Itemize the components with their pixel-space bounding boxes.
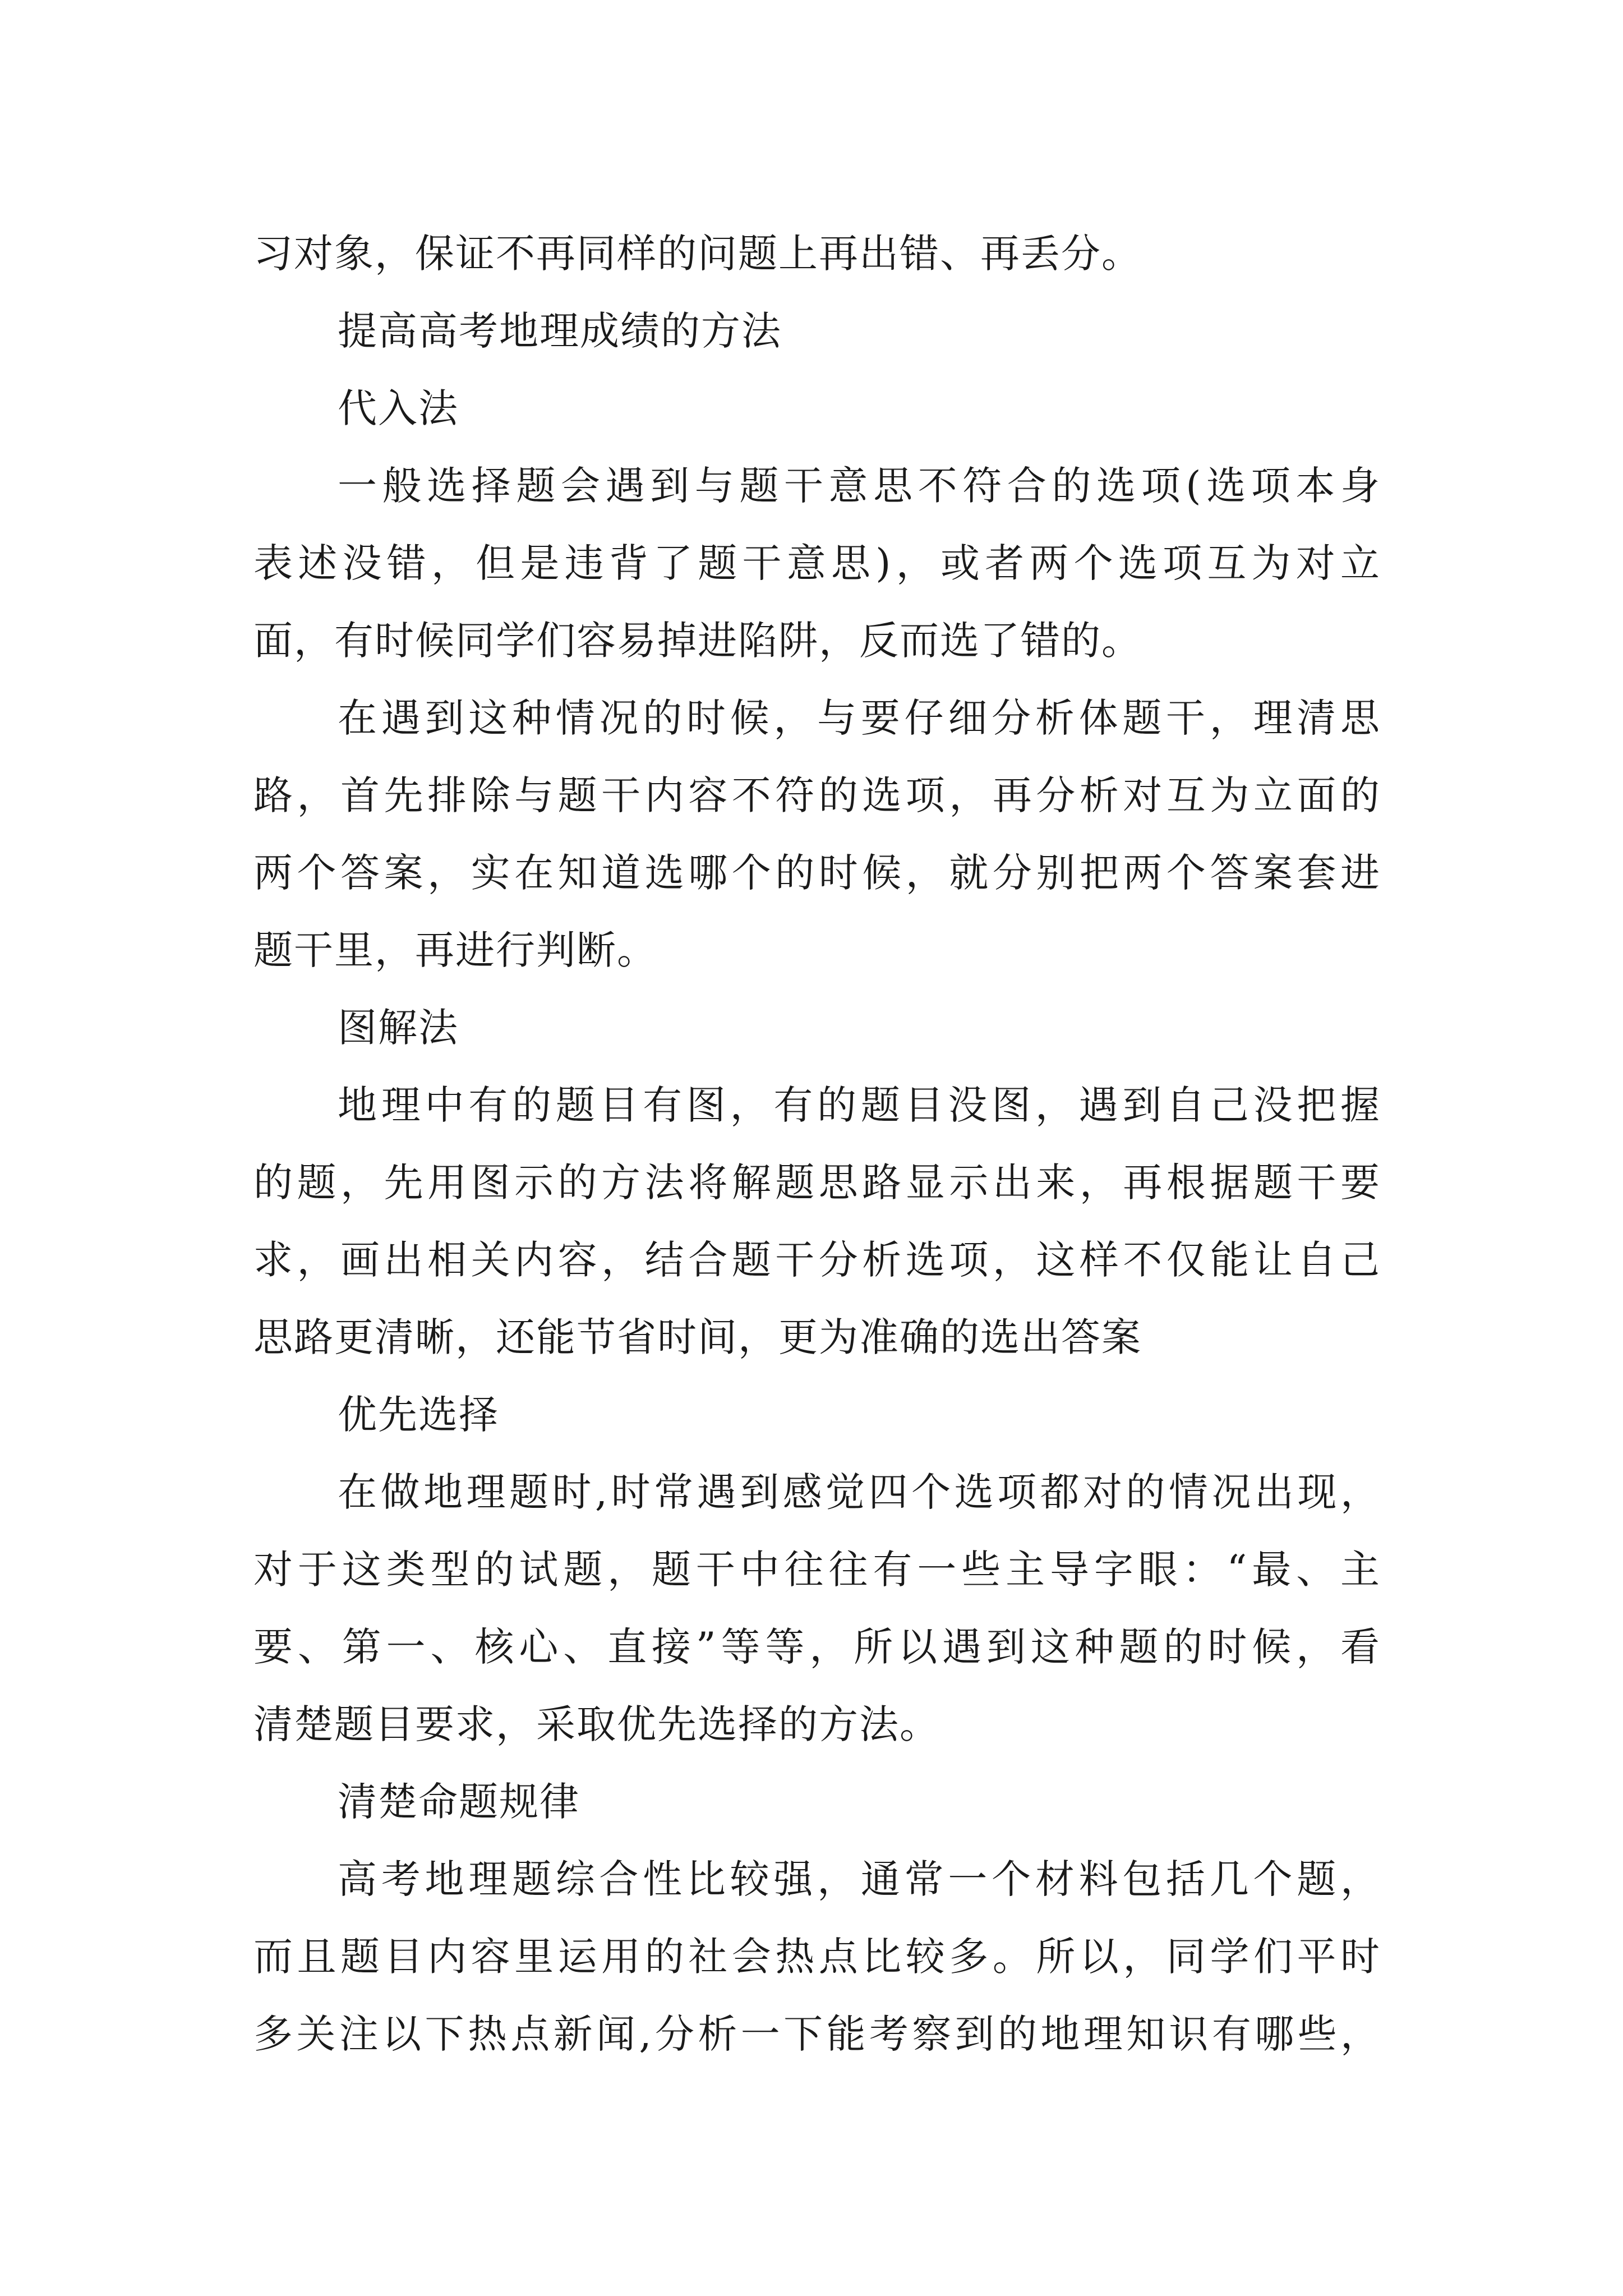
section-heading: 代入法 bbox=[338, 385, 459, 431]
text-line: 的题，先用图示的方法将解题思路显示出来，再根据题干要 bbox=[253, 1159, 1381, 1205]
text-line: 清楚题目要求，采取优先选择的方法。 bbox=[253, 1701, 940, 1747]
text-line: 面，有时候同学们容易掉进陷阱，反而选了错的。 bbox=[253, 618, 1142, 664]
text-line: 求，画出相关内容，结合题干分析选项，这样不仅能让自己 bbox=[253, 1237, 1381, 1283]
text-line: 两个答案，实在知道选哪个的时候，就分别把两个答案套进 bbox=[253, 850, 1381, 896]
text-line: 题干里，再进行判断。 bbox=[253, 927, 657, 973]
text-line: 多关注以下热点新闻,分析一下能考察到的地理知识有哪些， bbox=[253, 2011, 1381, 2057]
text-line: 思路更清晰，还能节省时间，更为准确的选出答案 bbox=[253, 1314, 1142, 1360]
section-heading: 优先选择 bbox=[338, 1392, 499, 1438]
section-heading: 提高高考地理成绩的方法 bbox=[338, 308, 782, 354]
text-line: 一般选择题会遇到与题干意思不符合的选项(选项本身 bbox=[338, 463, 1381, 509]
text-line: 表述没错，但是违背了题干意思)，或者两个选项互为对立 bbox=[253, 540, 1381, 586]
section-heading: 图解法 bbox=[338, 1005, 459, 1051]
text-line: 路，首先排除与题干内容不符的选项，再分析对互为立面的 bbox=[253, 772, 1381, 818]
text-line: 在遇到这种情况的时候，与要仔细分析体题干，理清思 bbox=[338, 695, 1381, 741]
text-line: 高考地理题综合性比较强，通常一个材料包括几个题， bbox=[338, 1856, 1381, 1902]
text-line: 要、第一、核心、直接”等等，所以遇到这种题的时候，看 bbox=[253, 1624, 1381, 1670]
text-line: 对于这类型的试题，题干中往往有一些主导字眼：“最、主 bbox=[253, 1547, 1381, 1593]
section-heading: 清楚命题规律 bbox=[338, 1779, 580, 1825]
text-line: 习对象，保证不再同样的问题上再出错、再丢分。 bbox=[253, 231, 1142, 277]
text-line: 地理中有的题目有图，有的题目没图，遇到自己没把握 bbox=[338, 1082, 1381, 1128]
text-line: 而且题目内容里运用的社会热点比较多。所以，同学们平时 bbox=[253, 1934, 1381, 1980]
text-line: 在做地理题时,时常遇到感觉四个选项都对的情况出现， bbox=[338, 1469, 1381, 1515]
document-body bbox=[253, 215, 1381, 2073]
